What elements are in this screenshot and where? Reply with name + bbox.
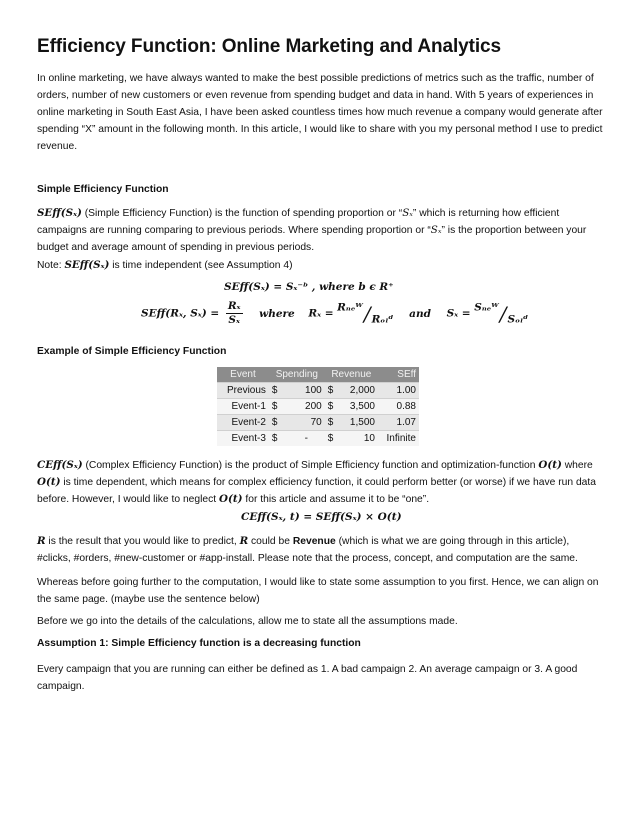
r-paragraph [37, 533, 605, 567]
table-row [217, 431, 419, 447]
cell-currency: $ [269, 431, 288, 447]
before-paragraph: Before we go into the details of the calculations, allow me to state all the assumptions made. [37, 616, 458, 627]
sef-heading: Simple Efficiency Function [37, 184, 169, 195]
cell-spending: 200 [288, 399, 325, 415]
sef-text-3: ” is the proportion between your budget and average amount of spending in previous periods. [37, 225, 587, 253]
ceff-term: CEff(Sₓ) [37, 459, 83, 471]
ceff-text-3: is time dependent, which means for complex efficiency function, it could perform better (or worse) if we have run data before. However, I would like to neglect [37, 477, 596, 505]
revenue-term: Revenue [292, 536, 336, 547]
sef-term: SEff(Sₓ) [37, 207, 82, 219]
header-event: Event [217, 367, 269, 383]
cell-currency: $ [325, 431, 339, 447]
note-line [37, 257, 605, 274]
formula-seff-power: SEff(Sₓ) = Sₓ⁻ᵇ , where b ϵ R⁺ [224, 281, 394, 293]
cell-seff: 1.00 [378, 383, 419, 399]
note-term: SEff(Sₓ) [64, 259, 110, 271]
header-seff: SEff [378, 367, 419, 383]
cell-seff: Infinite [378, 431, 419, 447]
header-spending: Spending [269, 367, 325, 383]
cell-currency: $ [325, 399, 339, 415]
fraction-denominator: Sₓ [228, 314, 240, 326]
sx-term-2: Sₓ [430, 224, 442, 236]
fraction-numerator: Rₓ [227, 300, 241, 312]
ceff-paragraph [37, 457, 605, 508]
cell-seff: 0.88 [378, 399, 419, 415]
sef-text-1: (Simple Efficiency Function) is the function of spending proportion or “ [81, 208, 403, 219]
cell-event: Event-1 [217, 399, 269, 415]
s-old: Sₒₗᵈ [507, 313, 529, 326]
ceff-text-4: for this article and assume it to be “one”. [242, 494, 430, 505]
formula2-and: and [409, 307, 431, 320]
divide-slash-2: / [499, 301, 507, 326]
assumption1-paragraph: Every campaign that you are running can either be defined as 1. A bad campaign 2. An average campaign or 3. A good campaign. [37, 664, 578, 692]
seff-example-table [217, 367, 419, 446]
cell-currency: $ [325, 415, 339, 431]
table-row [217, 399, 419, 415]
note-label: Note: [37, 260, 65, 271]
r-text-1: is the result that you would like to predict, [45, 536, 240, 547]
r-term-2: R [239, 535, 249, 547]
formula2-lhs: SEff(Rₓ, Sₓ) = [141, 307, 220, 320]
cell-event: Event-2 [217, 415, 269, 431]
formula-ceff: CEff(Sₓ, t) = SEff(Sₓ) × O(t) [241, 511, 402, 523]
formula2-rx-eq: Rₓ = [308, 307, 334, 320]
divide-slash: / [363, 301, 371, 326]
cell-spending: - [288, 431, 325, 447]
sef-paragraph [37, 205, 605, 256]
table-row [217, 415, 419, 431]
cell-revenue: 1,500 [339, 415, 378, 431]
ceff-text-2: where [561, 460, 593, 471]
cell-seff: 1.07 [378, 415, 419, 431]
rx-over-sx-fraction [226, 300, 243, 327]
cell-event: Previous [217, 383, 269, 399]
cell-revenue: 2,000 [339, 383, 378, 399]
r-old: Rₒₗᵈ [371, 313, 394, 326]
s-new: Sₙₑᵂ [474, 301, 499, 314]
page-title: Efficiency Function: Online Marketing and Analytics [37, 36, 501, 57]
ot-term: O(t) [538, 459, 562, 471]
r-term: R [37, 535, 46, 547]
r-new: Rₙₑᵂ [337, 301, 363, 314]
example-heading: Example of Simple Efficiency Function [37, 346, 227, 357]
cell-spending: 70 [288, 415, 325, 431]
ceff-text-1: (Complex Efficiency Function) is the product of Simple Efficiency function and optimization-function [82, 460, 539, 471]
formula2-sx-eq: Sₓ = [446, 307, 471, 320]
whereas-paragraph: Whereas before going further to the computation, I would like to state some assumption to you first. Hence, we can align on the same page. (maybe use the sentence below) [37, 577, 599, 605]
cell-revenue: 3,500 [339, 399, 378, 415]
sef-text-2: ” which is returning how efficient campaigns are running comparing to previous periods. Where spending proportion or “ [37, 208, 560, 236]
r-text-2: could be [248, 536, 293, 547]
ot-term-2: O(t) [37, 476, 61, 488]
ot-term-3: O(t) [219, 493, 243, 505]
header-revenue: Revenue [325, 367, 378, 383]
r-text-3: (which is what we are going through in this article), #clicks, #orders, #new-customer or #app-install. Please note that the process, concept, and computation are the same. [37, 536, 578, 564]
sx-term: Sₓ [402, 207, 413, 219]
table-row [217, 383, 419, 399]
cell-currency: $ [269, 399, 288, 415]
cell-currency: $ [325, 383, 339, 399]
intro-paragraph: In online marketing, we have always wanted to make the best possible predictions of metrics such as the traffic, number of orders, number of new customers or even revenue from spending budget and data in hand. With 5 years of experiences in online marketing in South East Asia, I have been asked countless times how much revenue a company would generate after spending “X” amount in the following month. In this article, I would like to share with you my personal method I use to predict revenue. [37, 73, 603, 152]
assumption1-heading: Assumption 1: Simple Efficiency function is a decreasing function [37, 638, 361, 649]
cell-revenue: 10 [339, 431, 378, 447]
formula2-where: where [259, 307, 295, 320]
cell-event: Event-3 [217, 431, 269, 447]
note-text: is time independent (see Assumption 4) [109, 260, 293, 271]
table-header-row [217, 367, 419, 383]
cell-currency: $ [269, 383, 288, 399]
cell-spending: 100 [288, 383, 325, 399]
cell-currency: $ [269, 415, 288, 431]
formula-seff-ratio [141, 300, 528, 327]
